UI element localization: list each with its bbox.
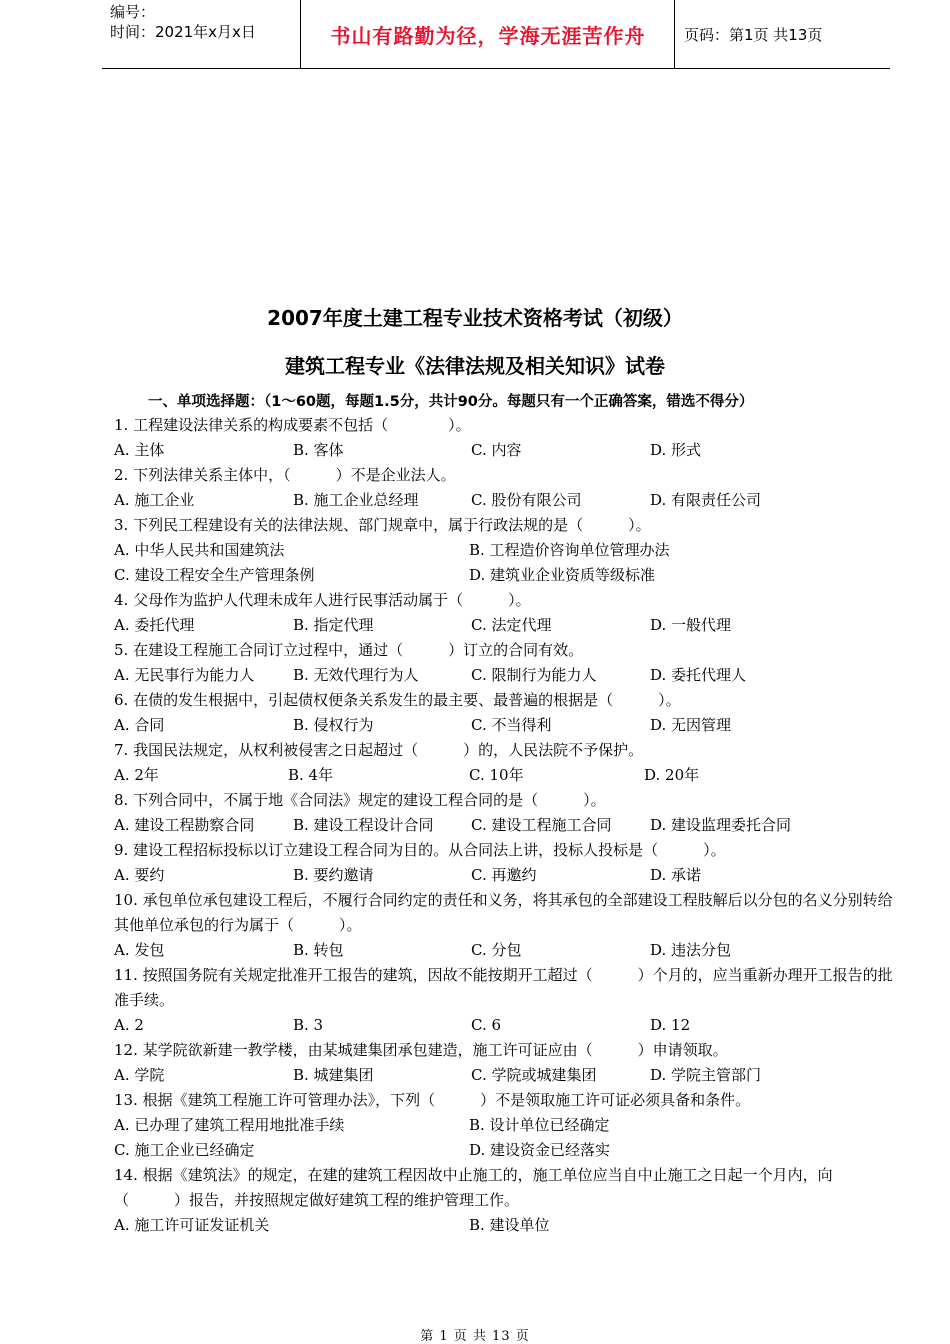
header-page-code: 页码：第1页 共13页	[684, 26, 823, 44]
answer-option: C. 股份有限公司	[471, 491, 582, 509]
answer-option: A. 主体	[114, 441, 165, 459]
answer-option: D. 委托代理人	[650, 666, 747, 684]
answer-option: A. 委托代理	[114, 616, 195, 634]
answer-option: B. 城建集团	[293, 1066, 374, 1084]
answer-option: C. 限制行为能力人	[471, 666, 597, 684]
answer-option: A. 施工企业	[114, 491, 195, 509]
answer-option: B. 客体	[293, 441, 344, 459]
answer-option: B. 施工企业总经理	[293, 491, 419, 509]
answer-option: A. 无民事行为能力人	[114, 666, 255, 684]
answer-option: C. 6	[471, 1016, 502, 1034]
answer-option: B. 无效代理行为人	[293, 666, 419, 684]
answer-option: A. 要约	[114, 866, 165, 884]
option-row	[114, 1013, 894, 1038]
answer-option: C. 建设工程施工合同	[471, 816, 612, 834]
question-text: 5. 在建设工程施工合同订立过程中，通过（ ）订立的合同有效。	[114, 641, 584, 659]
answer-option: C. 学院或城建集团	[471, 1066, 597, 1084]
answer-option: B. 侵权行为	[293, 716, 374, 734]
header-divider	[300, 0, 301, 68]
question-text: 4. 父母作为监护人代理未成年人进行民事活动属于（ ）。	[114, 591, 531, 609]
answer-option: A. 发包	[114, 941, 165, 959]
answer-option: C. 建设工程安全生产管理条例	[114, 566, 315, 584]
option-row	[114, 1063, 894, 1088]
answer-option: C. 10年	[469, 766, 524, 784]
answer-option: A. 2年	[114, 766, 159, 784]
question-text: 6. 在债的发生根据中，引起债权便条关系发生的最主要、最普遍的根据是（ ）。	[114, 691, 681, 709]
answer-option: D. 承诺	[650, 866, 702, 884]
question-list	[114, 413, 894, 1238]
answer-option: D. 形式	[650, 441, 702, 459]
question-text: 13. 根据《建筑工程施工许可管理办法》，下列（ ）不是领取施工许可证必须具备和条件。	[114, 1091, 751, 1109]
section-heading: 一、单项选择题：（1～60题，每题1.5分，共计90分。每题只有一个正确答案，错选不得分）	[148, 394, 754, 410]
option-row	[114, 438, 894, 463]
question-text: 12. 某学院欲新建一教学楼，由某城建集团承包建造，施工许可证应由（ ）申请领取。	[114, 1041, 728, 1059]
option-row	[114, 1213, 894, 1238]
option-row	[114, 613, 894, 638]
header-meta	[110, 2, 256, 42]
answer-option: B. 3	[293, 1016, 324, 1034]
answer-option: D. 无因管理	[650, 716, 732, 734]
answer-option: A. 中华人民共和国建筑法	[114, 541, 285, 559]
answer-option: B. 工程造价咨询单位管理办法	[469, 541, 670, 559]
answer-option: A. 施工许可证发证机关	[114, 1216, 270, 1234]
header-motto: 书山有路勤为径，学海无涯苦作舟	[330, 24, 646, 48]
answer-option: D. 学院主管部门	[650, 1066, 762, 1084]
question-text: 10. 承包单位承包建设工程后，不履行合同约定的责任和义务，将其承包的全部建设工程肢解后以分包的名义分别转给其他单位承包的行为属于（ ）。	[114, 891, 893, 934]
answer-option: B. 设计单位已经确定	[469, 1116, 610, 1134]
answer-option: D. 建设资金已经落实	[469, 1141, 611, 1159]
answer-option: D. 有限责任公司	[650, 491, 762, 509]
answer-option: A. 学院	[114, 1066, 165, 1084]
time-label: 时间：2021年x月x日	[110, 23, 256, 41]
answer-option: A. 已办理了建筑工程用地批准手续	[114, 1116, 345, 1134]
answer-option: B. 指定代理	[293, 616, 374, 634]
question-text: 2. 下列法律关系主体中，（ ）不是企业法人。	[114, 466, 456, 484]
answer-option: A. 合同	[114, 716, 165, 734]
option-row	[114, 938, 894, 963]
option-row	[114, 663, 894, 688]
option-row	[114, 863, 894, 888]
question-text: 8. 下列合同中，不属于地《合同法》规定的建设工程合同的是（ ）。	[114, 791, 606, 809]
answer-option: B. 转包	[293, 941, 344, 959]
exam-subtitle: 建筑工程专业《法律法规及相关知识》试卷	[285, 354, 665, 378]
answer-option: B. 建设单位	[469, 1216, 550, 1234]
option-row	[114, 488, 894, 513]
answer-option: D. 违法分包	[650, 941, 732, 959]
answer-option: C. 不当得利	[471, 716, 552, 734]
answer-option: C. 分包	[471, 941, 522, 959]
page-footer: 第 1 页 共 13 页	[420, 1329, 530, 1344]
question-text: 7. 我国民法规定，从权利被侵害之日起超过（ ）的，人民法院不予保护。	[114, 741, 644, 759]
answer-option: D. 一般代理	[650, 616, 732, 634]
number-label: 编号：	[110, 3, 156, 21]
answer-option: B. 4年	[288, 766, 334, 784]
page-header	[102, 0, 890, 69]
option-row	[114, 563, 894, 588]
option-row	[114, 763, 894, 788]
option-row	[114, 1138, 894, 1163]
answer-option: A. 建设工程勘察合同	[114, 816, 255, 834]
answer-option: D. 建设监理委托合同	[650, 816, 792, 834]
option-row	[114, 813, 894, 838]
answer-option: D. 20年	[644, 766, 700, 784]
question-text: 1. 工程建设法律关系的构成要素不包括（ ）。	[114, 416, 471, 434]
option-row	[114, 713, 894, 738]
question-text: 11. 按照国务院有关规定批准开工报告的建筑，因故不能按期开工超过（ ）个月的，应当重新办理开工报告的批准手续。	[114, 966, 893, 1009]
answer-option: C. 再邀约	[471, 866, 537, 884]
answer-option: D. 12	[650, 1016, 691, 1034]
answer-option: D. 建筑业企业资质等级标准	[469, 566, 656, 584]
answer-option: C. 法定代理	[471, 616, 552, 634]
question-text: 14. 根据《建筑法》的规定，在建的建筑工程因故中止施工的，施工单位应当自中止施工之日起一个月内，向（ ）报告，并按照规定做好建筑工程的维护管理工作。	[114, 1166, 833, 1209]
answer-option: C. 内容	[471, 441, 522, 459]
question-text: 9. 建设工程招标投标以订立建设工程合同为目的。从合同法上讲，投标人投标是（ ）。	[114, 841, 726, 859]
option-row	[114, 538, 894, 563]
answer-option: C. 施工企业已经确定	[114, 1141, 255, 1159]
option-row	[114, 1113, 894, 1138]
answer-option: B. 要约邀请	[293, 866, 374, 884]
header-divider	[674, 0, 675, 68]
answer-option: A. 2	[114, 1016, 144, 1034]
question-text: 3. 下列民工程建设有关的法律法规、部门规章中，属于行政法规的是（ ）。	[114, 516, 651, 534]
exam-title: 2007年度土建工程专业技术资格考试（初级）	[267, 306, 683, 330]
answer-option: B. 建设工程设计合同	[293, 816, 434, 834]
